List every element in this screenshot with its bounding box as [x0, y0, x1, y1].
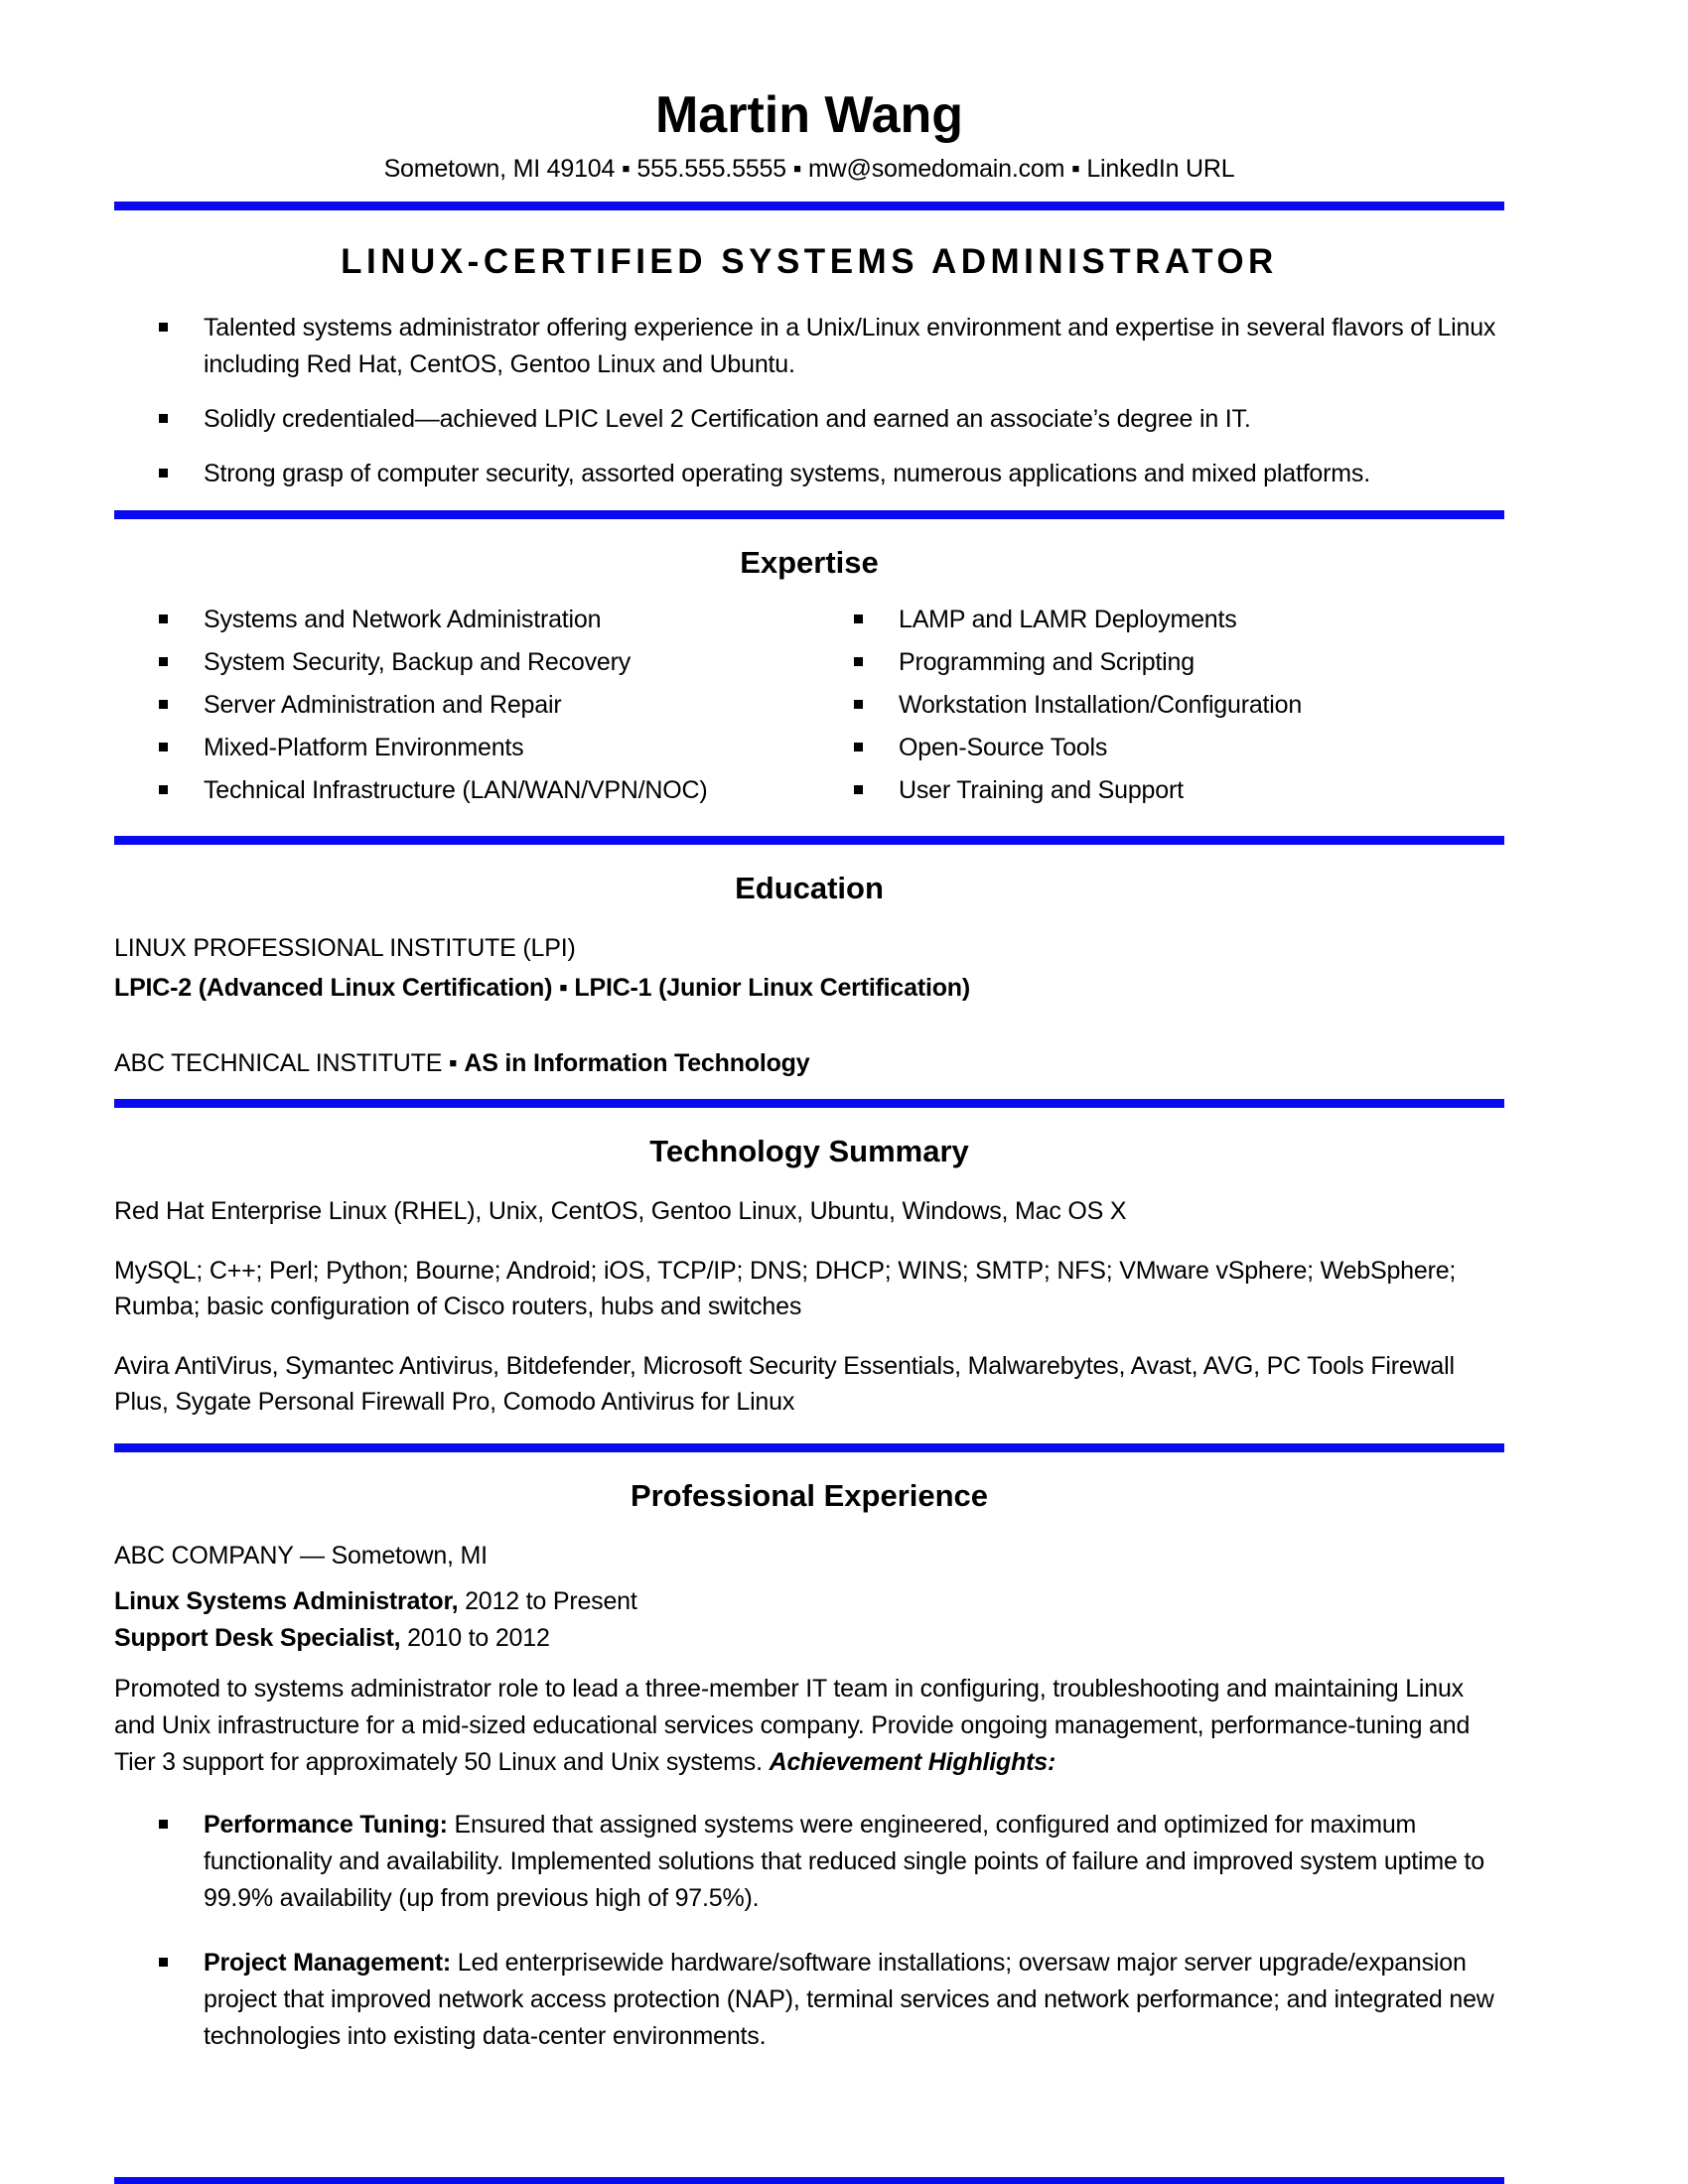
expertise-heading: Expertise: [740, 545, 879, 581]
expertise-item-text: System Security, Backup and Recovery: [204, 648, 632, 677]
bullet-square-icon: [159, 743, 168, 751]
section-divider: [114, 510, 1504, 519]
job-role-line: [114, 1583, 1504, 1620]
bullet-square-icon: [159, 469, 168, 478]
job-dates: 2012 to Present: [465, 1587, 637, 1616]
bullet-square-icon: [854, 785, 863, 794]
company-line: ABC COMPANY — Sometown, MI: [114, 1542, 488, 1570]
summary-bullet-text: Strong grasp of computer security, assorted operating systems, numerous applications and mixed platforms.: [204, 460, 1370, 488]
section-divider: [114, 202, 1504, 210]
summary-bullet-text: Solidly credentialed—achieved LPIC Level 2 Certification and earned an associate’s degree in IT.: [204, 405, 1251, 434]
job-title: Support Desk Specialist,: [114, 1624, 401, 1653]
job-title: Linux Systems Administrator,: [114, 1587, 459, 1616]
expertise-item: [114, 647, 809, 677]
job-description: [114, 1671, 1504, 1781]
summary-list: [114, 310, 1504, 492]
bullet-square-icon: [159, 1958, 168, 1967]
achievement-text: Led enterprisewide hardware/software installations; oversaw major server upgrade/expansion project that improved network access protection (NAP), terminal services and network performance; and integrated new technologies into existing data-center environments.: [204, 1949, 1494, 2051]
job-role-line: [114, 1620, 1504, 1657]
expertise-item-text: Server Administration and Repair: [204, 691, 562, 720]
technology-paragraph: Red Hat Enterprise Linux (RHEL), Unix, CentOS, Gentoo Linux, Ubuntu, Windows, Mac OS X: [114, 1197, 1127, 1226]
bullet-square-icon: [159, 700, 168, 709]
education-degree: AS in Information Technology: [464, 1049, 810, 1078]
expertise-item-text: Programming and Scripting: [899, 648, 1195, 677]
technology-paragraph: Avira AntiVirus, Symantec Antivirus, Bitdefender, Microsoft Security Essentials, Malwarebytes, Avast, AVG, PC Tools Firewall Plus, Sygate Personal Firewall Pro, Comodo Antivirus for Linux: [114, 1352, 1455, 1417]
achievements-list: [114, 1807, 1504, 2055]
resume-headline: LINUX-CERTIFIED SYSTEMS ADMINISTRATOR: [341, 242, 1278, 282]
expertise-item-text: LAMP and LAMR Deployments: [899, 606, 1237, 634]
expertise-item: [114, 605, 809, 634]
bullet-square-icon: [854, 614, 863, 623]
bullet-square-icon: [159, 414, 168, 423]
job-description-text: Promoted to systems administrator role to lead a three-member IT team in configuring, troubleshooting and maintaining Linux and Unix infrastructure for a mid-sized educational services company. Provide ongoing management, performance-tuning and Tier 3 support for approximately 50 Linux and Unix systems.: [114, 1675, 1471, 1777]
person-name: Martin Wang: [654, 86, 964, 144]
section-divider: [114, 1099, 1504, 1108]
education-degree-line: [114, 1045, 1504, 1081]
education-heading: Education: [735, 871, 884, 906]
expertise-item: [809, 690, 1504, 720]
expertise-item: [809, 733, 1504, 762]
section-divider: [114, 836, 1504, 845]
bullet-square-icon: [159, 657, 168, 666]
expertise-left-column: [114, 605, 809, 818]
expertise-item: [809, 647, 1504, 677]
contact-line: Sometown, MI 49104 ▪ 555.555.5555 ▪ mw@somedomain.com ▪ LinkedIn URL: [383, 155, 1235, 184]
expertise-item: [114, 775, 809, 805]
expertise-item-text: Systems and Network Administration: [204, 606, 602, 634]
job-dates: 2010 to 2012: [407, 1624, 550, 1653]
education-school-name: ABC TECHNICAL INSTITUTE: [114, 1049, 443, 1078]
professional-experience-heading: Professional Experience: [630, 1478, 989, 1514]
bullet-square-icon: [854, 743, 863, 751]
expertise-grid: [114, 605, 1504, 818]
achievement-text: Ensured that assigned systems were engineered, configured and optimized for maximum functionality and availability. Implemented solutions that reduced single points of failure and improved system uptime to 99.9% availability (up from previous high of 97.5%).: [204, 1811, 1484, 1913]
separator-square-icon: ▪: [448, 1049, 458, 1078]
technology-summary-heading: Technology Summary: [649, 1134, 969, 1169]
expertise-item-text: Open-Source Tools: [899, 734, 1108, 762]
expertise-item: [809, 605, 1504, 634]
expertise-item-text: Workstation Installation/Configuration: [899, 691, 1303, 720]
summary-bullet: [114, 401, 1504, 438]
achievement-label: Project Management:: [204, 1949, 452, 1978]
expertise-item-text: User Training and Support: [899, 776, 1184, 805]
expertise-item: [114, 733, 809, 762]
technology-paragraph: MySQL; C++; Perl; Python; Bourne; Android; iOS, TCP/IP; DNS; DHCP; WINS; SMTP; NFS; VMware vSphere; WebSphere; Rumba; basic configuration of Cisco routers, hubs and switches: [114, 1257, 1457, 1321]
achievement-bullet: [114, 1945, 1504, 2055]
bullet-square-icon: [854, 700, 863, 709]
expertise-right-column: [809, 605, 1504, 818]
expertise-item-text: Mixed-Platform Environments: [204, 734, 524, 762]
expertise-item: [809, 775, 1504, 805]
summary-bullet-text: Talented systems administrator offering experience in a Unix/Linux environment and expertise in several flavors of Linux including Red Hat, CentOS, Gentoo Linux and Ubuntu.: [204, 314, 1496, 379]
expertise-item: [114, 690, 809, 720]
section-divider: [114, 1443, 1504, 1452]
bullet-square-icon: [159, 785, 168, 794]
bullet-square-icon: [159, 1820, 168, 1829]
achievement-bullet: [114, 1807, 1504, 1917]
summary-bullet: [114, 456, 1504, 492]
bullet-square-icon: [159, 323, 168, 332]
bullet-square-icon: [159, 614, 168, 623]
bullet-square-icon: [854, 657, 863, 666]
achievement-label: Performance Tuning:: [204, 1811, 448, 1840]
education-school-name: LINUX PROFESSIONAL INSTITUTE (LPI): [114, 934, 576, 963]
summary-bullet: [114, 310, 1504, 383]
expertise-item-text: Technical Infrastructure (LAN/WAN/VPN/NOC): [204, 776, 708, 805]
education-certifications: LPIC-2 (Advanced Linux Certification) ▪ LPIC-1 (Junior Linux Certification): [114, 974, 970, 1003]
section-divider-cutoff: [114, 2177, 1504, 2184]
achievement-highlights-label: Achievement Highlights:: [769, 1748, 1056, 1777]
